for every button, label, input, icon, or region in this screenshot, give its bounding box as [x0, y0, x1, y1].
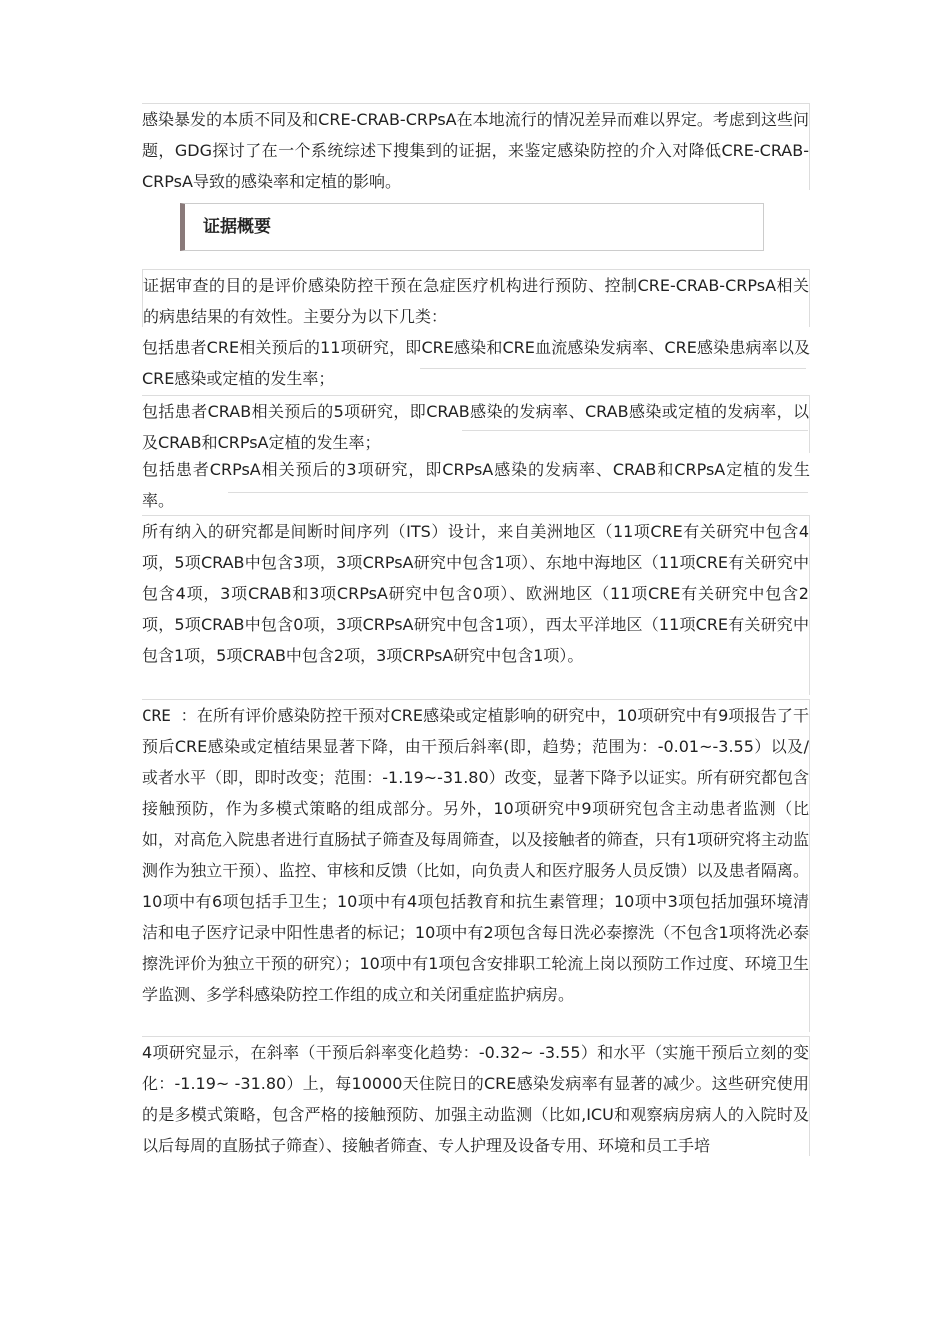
cre-body: 在所有评价感染防控干预对CRE感染或定植影响的研究中，10项研究中有9项报告了干预后CRE感染或定植结果显著下降，由干预后斜率(即，趋势；范围为：-0.01~-3.55）以及/或者水平（即，即时改变；范围：-1.19~-31.80）改变，显著下降予以证实。所有研究都包含接触预防，作为多模式策略的组成部分。另外，10项研究中9项研究包含主动患者监测（比如，对高危入院患者进行直肠拭子筛查及每周筛查，以及接触者的筛查，只有1项研究将主动监测作为独立干预）、监控、审核和反馈（比如，向负责人和医疗服务人员反馈）以及患者隔离。10项中有6项包括手卫生；10项中有4项包括教育和抗生素管理；10项中3项包括加强环境清洁和电子医疗记录中阳性患者的标记；10项中有2项包含每日洗必泰擦洗（不包含1项将洗必泰擦洗评价为独立干预的研究）；10项中有1项包含安排职工轮流上岗以预防工作过度、环境卫生学监测、多学科感染防控工作组的成立和关闭重症监护病房。 [142, 706, 809, 1004]
category-crpsa-paragraph: 包括患者CRPsA相关预后的3项研究，即CRPsA感染的发病率、CRAB和CRPsA定植的发生率。 [142, 460, 810, 510]
section-heading: 证据概要 [203, 217, 271, 237]
category-cre-paragraph: 包括患者CRE相关预后的11项研究，即CRE感染和CRE血流感染发病率、CRE感染患病率以及CRE感染或定植的发生率； [142, 338, 810, 388]
purpose-paragraph: 证据审查的目的是评价感染防控干预在急症医疗机构进行预防、控制CRE-CRAB-CRPsA相关的病患结果的有效性。主要分为以下几类： [142, 269, 810, 327]
its-paragraph: 所有纳入的研究都是间断时间序列（ITS）设计，来自美洲地区（11项CRE有关研究中包含4项，5项CRAB中包含3项，3项CRPsA研究中包含1项）、东地中海地区（11项CRE有关研究中包含4项，3项CRAB和3项CRPsA研究中包含0项）、欧洲地区（11项CRE有关研究中包含2项，5项CRAB中包含0项，3项CRPsA研究中包含1项），西太平洋地区（11项CRE有关研究中包含1项，5项CRAB中包含2项，3项CRPsA研究中包含1项）。 [142, 515, 810, 695]
category-crab-paragraph: 包括患者CRAB相关预后的5项研究，即CRAB感染的发病率、CRAB感染或定植的发病率，以及CRAB和CRPsA定植的发生率； [142, 395, 810, 453]
four-studies-paragraph: 4项研究显示，在斜率（干预后斜率变化趋势：-0.32~ -3.55）和水平（实施干预后立刻的变化：-1.19~ -31.80）上，每10000天住院日的CRE感染发病率有显著的减少。这些研究使用的是多模式策略，包含严格的接触预防、加强主动监测（比如,ICU和观察病房病人的入院时及以后每周的直肠拭子筛查）、接触者筛查、专人护理及设备专用、环境和员工手培 [142, 1036, 810, 1156]
intro-paragraph: 感染暴发的本质不同及和CRE-CRAB-CRPsA在本地流行的情况差异而难以界定。考虑到这些问题，GDG探讨了在一个系统综述下搜集到的证据，来鉴定感染防控的介入对降低CRE-CRAB-CRPsA导致的感染率和定植的影响。 [142, 103, 810, 190]
line-rule [228, 492, 808, 493]
cre-paragraph [142, 699, 810, 1032]
section-heading-box [180, 203, 764, 251]
line-rule [462, 430, 808, 431]
line-rule [420, 368, 806, 369]
cre-label: CRE ： [142, 706, 197, 725]
